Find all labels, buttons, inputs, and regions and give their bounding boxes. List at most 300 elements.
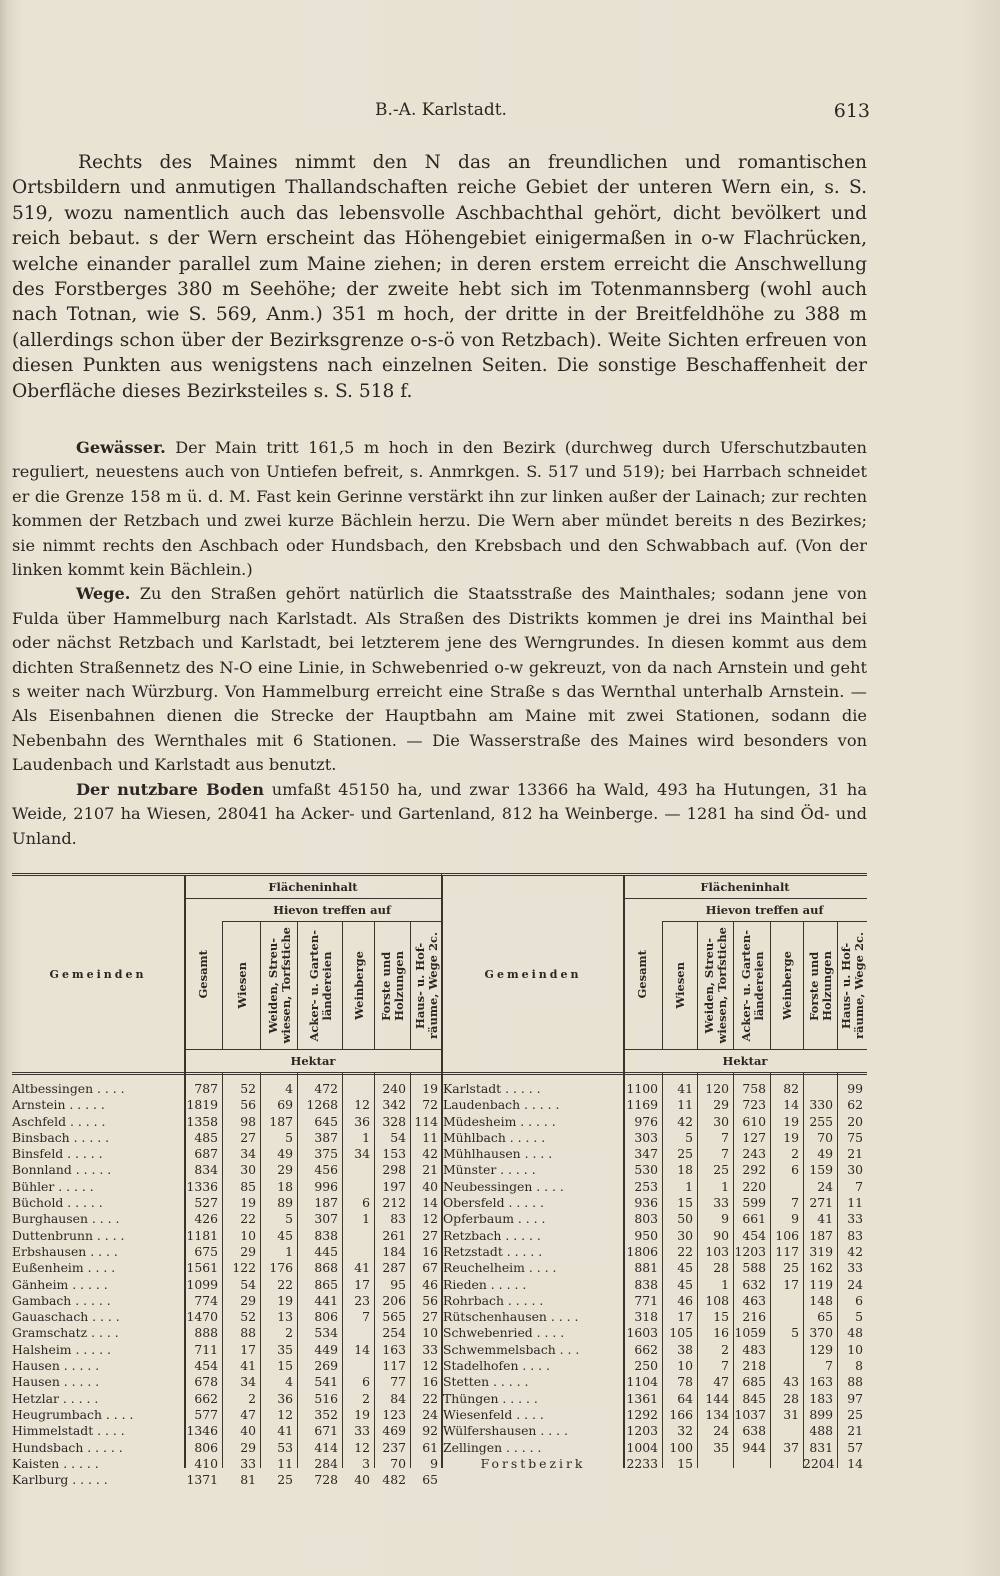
row-value-gesamt: 1361 xyxy=(626,1390,658,1406)
row-value-haus: 114 xyxy=(414,1113,438,1129)
row-value-wiesen: 56 xyxy=(240,1097,256,1113)
row-gemeinde-name: Obersfeld . . . . . xyxy=(443,1195,544,1211)
table-row xyxy=(443,1130,867,1146)
row-gemeinde-name: Gambach . . . . . xyxy=(12,1292,111,1308)
row-gemeinde-name: Aschfeld . . . . . xyxy=(12,1113,106,1129)
row-gemeinde-name: Schwebenried . . . . xyxy=(443,1325,565,1341)
row-value-weiden: 53 xyxy=(277,1439,293,1455)
row-value-haus: 62 xyxy=(847,1097,863,1113)
row-value-weinberge: 2 xyxy=(362,1390,370,1406)
row-value-wiesen: 10 xyxy=(240,1227,256,1243)
row-value-haus: 6 xyxy=(855,1292,863,1308)
row-value-wiesen: 100 xyxy=(669,1439,693,1455)
row-value-forste: 54 xyxy=(390,1129,406,1145)
row-value-acker: 243 xyxy=(742,1146,766,1162)
row-value-haus: 48 xyxy=(847,1325,863,1341)
row-value-weiden: 49 xyxy=(277,1146,293,1162)
row-value-forste: 119 xyxy=(809,1276,833,1292)
row-gemeinde-name: Gauaschach . . . . xyxy=(12,1309,120,1325)
row-value-weiden: 29 xyxy=(277,1162,293,1178)
row-gemeinde-name: Karlstadt . . . . . xyxy=(443,1081,541,1096)
row-value-forste: 287 xyxy=(382,1260,406,1276)
land-table-left xyxy=(12,873,442,1488)
row-value-weinberge: 1 xyxy=(362,1129,370,1145)
row-gemeinde-name: Forstbezirk xyxy=(480,1455,586,1471)
row-value-forste: 2204 xyxy=(803,1455,835,1471)
row-value-gesamt: 834 xyxy=(194,1162,218,1178)
row-value-haus: 83 xyxy=(847,1227,863,1243)
row-value-weiden: 25 xyxy=(713,1162,729,1178)
header-gesamt xyxy=(184,899,222,1049)
table-row xyxy=(443,1374,867,1390)
row-value-haus: 30 xyxy=(847,1162,863,1178)
row-value-haus: 67 xyxy=(422,1260,438,1276)
row-value-gesamt: 662 xyxy=(194,1390,218,1406)
table-rows xyxy=(12,1081,442,1488)
row-value-forste: 159 xyxy=(809,1162,833,1178)
row-gemeinde-name: Arnstein . . . . . xyxy=(12,1097,105,1113)
table-row xyxy=(443,1456,867,1472)
row-value-weiden: 7 xyxy=(721,1358,729,1374)
row-value-acker: 806 xyxy=(314,1309,338,1325)
row-value-wiesen: 88 xyxy=(240,1325,256,1341)
table-row xyxy=(12,1162,442,1178)
row-value-weinberge: 40 xyxy=(354,1472,370,1488)
row-value-weinberge: 33 xyxy=(354,1423,370,1439)
row-value-weinberge: 6 xyxy=(362,1195,370,1211)
row-value-gesamt: 675 xyxy=(194,1243,218,1259)
row-value-weiden: 30 xyxy=(713,1113,729,1129)
header-weiden-label: Weiden, Streu- wiesen, Torfstiche xyxy=(702,927,729,1044)
row-value-forste: 163 xyxy=(809,1374,833,1390)
row-value-acker: 387 xyxy=(314,1129,338,1145)
row-value-forste: 41 xyxy=(817,1211,833,1227)
row-value-gesamt: 774 xyxy=(194,1292,218,1308)
row-value-weinberge: 37 xyxy=(783,1439,799,1455)
row-value-weiden: 35 xyxy=(277,1341,293,1357)
table-row xyxy=(12,1309,442,1325)
row-value-weiden: 33 xyxy=(713,1195,729,1211)
table-row xyxy=(12,1097,442,1113)
row-value-weinberge: 17 xyxy=(783,1276,799,1292)
row-value-weinberge: 34 xyxy=(354,1146,370,1162)
row-value-acker: 588 xyxy=(742,1260,766,1276)
row-value-forste: 70 xyxy=(817,1129,833,1145)
header-weinberge-label: Weinberge xyxy=(780,951,794,1020)
row-value-wiesen: 30 xyxy=(240,1162,256,1178)
row-value-weiden: 41 xyxy=(277,1423,293,1439)
row-value-haus: 9 xyxy=(430,1455,438,1471)
row-value-wiesen: 29 xyxy=(240,1439,256,1455)
table-row xyxy=(12,1211,442,1227)
row-value-haus: 24 xyxy=(422,1406,438,1422)
row-value-acker: 483 xyxy=(742,1341,766,1357)
table-row xyxy=(12,1456,442,1472)
row-value-gesamt: 711 xyxy=(194,1341,218,1357)
row-value-haus: 16 xyxy=(422,1243,438,1259)
row-value-wiesen: 27 xyxy=(240,1129,256,1145)
header-wiesen xyxy=(662,922,698,1049)
row-value-forste: 330 xyxy=(809,1097,833,1113)
row-value-acker: 632 xyxy=(742,1276,766,1292)
row-value-weiden: 7 xyxy=(721,1146,729,1162)
table-row xyxy=(12,1277,442,1293)
row-value-wiesen: 17 xyxy=(677,1309,693,1325)
row-value-wiesen: 15 xyxy=(677,1195,693,1211)
row-gemeinde-name: Eußenheim . . . . xyxy=(12,1260,116,1276)
row-value-weiden: 144 xyxy=(705,1390,729,1406)
row-value-haus: 27 xyxy=(422,1227,438,1243)
header-acker-label: Acker- u. Garten- ländereien xyxy=(306,929,334,1042)
header-wiesen xyxy=(222,922,261,1049)
row-value-forste: 187 xyxy=(809,1227,833,1243)
row-value-wiesen: 11 xyxy=(677,1097,693,1113)
row-value-acker: 638 xyxy=(742,1423,766,1439)
header-haus-label: Haus- u. Hof- räume, Wege 2c. xyxy=(413,931,440,1040)
row-value-wiesen: 15 xyxy=(677,1455,693,1471)
header-gesamt-label: Gesamt xyxy=(195,949,210,999)
row-gemeinde-name: Büchold . . . . . xyxy=(12,1195,103,1211)
row-gemeinde-name: Retzbach . . . . . xyxy=(443,1227,541,1243)
row-value-wiesen: 42 xyxy=(677,1113,693,1129)
table-row xyxy=(12,1130,442,1146)
header-gesamt xyxy=(623,899,662,1049)
row-value-forste: 183 xyxy=(809,1390,833,1406)
row-gemeinde-name: Thüngen . . . . . xyxy=(443,1390,538,1406)
row-value-weiden: 1 xyxy=(721,1178,729,1194)
row-value-weinberge: 43 xyxy=(783,1374,799,1390)
row-value-haus: 10 xyxy=(422,1325,438,1341)
section-key-wege: Wege. xyxy=(76,584,131,604)
section-key-gewaesser: Gewässer. xyxy=(76,438,166,457)
row-value-wiesen: 22 xyxy=(240,1211,256,1227)
row-value-wiesen: 45 xyxy=(677,1276,693,1292)
row-gemeinde-name: Stadelhofen . . . . xyxy=(443,1358,550,1374)
row-value-forste: 65 xyxy=(817,1309,833,1325)
row-value-gesamt: 347 xyxy=(634,1146,658,1162)
row-value-forste: 49 xyxy=(817,1146,833,1162)
row-value-weiden: 1 xyxy=(721,1276,729,1292)
row-value-weiden: 9 xyxy=(721,1211,729,1227)
row-value-weiden: 1 xyxy=(285,1243,293,1259)
row-value-gesamt: 1470 xyxy=(186,1309,218,1325)
row-value-forste: 184 xyxy=(382,1243,406,1259)
row-value-gesamt: 888 xyxy=(194,1325,218,1341)
row-gemeinde-name: Binsbach . . . . . xyxy=(12,1129,110,1145)
row-value-wiesen: 18 xyxy=(677,1162,693,1178)
row-value-haus: 57 xyxy=(847,1439,863,1455)
row-gemeinde-name: Burghausen . . . . xyxy=(12,1211,120,1227)
table-row xyxy=(443,1097,867,1113)
row-value-weiden: 24 xyxy=(713,1423,729,1439)
row-value-weinberge: 7 xyxy=(791,1195,799,1211)
row-value-weiden: 13 xyxy=(277,1309,293,1325)
row-value-forste: 240 xyxy=(382,1081,406,1096)
row-value-wiesen: 41 xyxy=(677,1081,693,1096)
row-gemeinde-name: Wülfershausen . . . . xyxy=(443,1423,568,1439)
row-value-weinberge: 28 xyxy=(783,1390,799,1406)
row-value-gesamt: 1203 xyxy=(626,1423,658,1439)
row-value-forste: 237 xyxy=(382,1439,406,1455)
row-value-weinberge: 117 xyxy=(775,1243,799,1259)
row-gemeinde-name: Wiesenfeld . . . . xyxy=(443,1406,544,1422)
table-row xyxy=(12,1342,442,1358)
row-value-haus: 33 xyxy=(847,1211,863,1227)
row-value-weiden: 2 xyxy=(285,1325,293,1341)
table-row xyxy=(12,1325,442,1341)
row-value-weinberge: 14 xyxy=(354,1341,370,1357)
row-value-forste: 153 xyxy=(382,1146,406,1162)
row-value-wiesen: 34 xyxy=(240,1146,256,1162)
row-value-acker: 456 xyxy=(314,1162,338,1178)
row-value-weiden: 29 xyxy=(713,1097,729,1113)
row-value-haus: 11 xyxy=(847,1195,863,1211)
row-value-forste: 77 xyxy=(390,1374,406,1390)
row-value-wiesen: 32 xyxy=(677,1423,693,1439)
row-value-weiden: 45 xyxy=(277,1227,293,1243)
table-row xyxy=(443,1211,867,1227)
paragraph-gewaesser xyxy=(12,436,867,582)
row-value-gesamt: 410 xyxy=(194,1455,218,1471)
row-value-forste: 162 xyxy=(809,1260,833,1276)
row-value-weinberge: 1 xyxy=(362,1211,370,1227)
row-value-forste: 206 xyxy=(382,1292,406,1308)
table-row xyxy=(443,1179,867,1195)
row-value-acker: 541 xyxy=(314,1374,338,1390)
row-value-acker: 220 xyxy=(742,1178,766,1194)
intro-text xyxy=(12,150,867,404)
row-value-haus: 72 xyxy=(422,1097,438,1113)
row-value-wiesen: 98 xyxy=(240,1113,256,1129)
row-value-forste: 197 xyxy=(382,1178,406,1194)
row-gemeinde-name: Retzstadt . . . . . xyxy=(443,1243,543,1259)
page-number: 613 xyxy=(833,100,870,122)
row-value-wiesen: 47 xyxy=(240,1406,256,1422)
row-value-gesamt: 530 xyxy=(634,1162,658,1178)
header-forste xyxy=(374,922,411,1049)
header-acker-label: Acker- u. Garten- ländereien xyxy=(738,929,766,1042)
row-gemeinde-name: Münster . . . . . xyxy=(443,1162,536,1178)
row-value-haus: 8 xyxy=(855,1358,863,1374)
row-value-weiden: 25 xyxy=(277,1472,293,1488)
row-gemeinde-name: Hausen . . . . . xyxy=(12,1374,100,1390)
table-header xyxy=(12,876,442,1075)
row-value-acker: 463 xyxy=(742,1292,766,1308)
row-value-forste: 148 xyxy=(809,1292,833,1308)
row-value-forste: 261 xyxy=(382,1227,406,1243)
row-value-wiesen: 30 xyxy=(677,1227,693,1243)
row-value-weinberge: 14 xyxy=(783,1097,799,1113)
table-row xyxy=(443,1391,867,1407)
header-gesamt-label: Gesamt xyxy=(635,949,649,999)
row-value-gesamt: 1819 xyxy=(186,1097,218,1113)
row-value-weiden: 7 xyxy=(721,1129,729,1145)
row-value-weinberge: 106 xyxy=(775,1227,799,1243)
row-gemeinde-name: Schwemmelsbach . . . xyxy=(443,1341,580,1357)
row-value-forste: 488 xyxy=(809,1423,833,1439)
row-value-gesamt: 771 xyxy=(634,1292,658,1308)
row-value-acker: 218 xyxy=(742,1358,766,1374)
header-haus xyxy=(837,922,868,1049)
row-gemeinde-name: Stetten . . . . . xyxy=(443,1374,529,1390)
row-value-haus: 14 xyxy=(847,1455,863,1471)
table-header xyxy=(443,876,867,1075)
row-value-acker: 269 xyxy=(314,1358,338,1374)
table-row xyxy=(443,1407,867,1423)
row-value-haus: 97 xyxy=(847,1390,863,1406)
header-weinberge xyxy=(770,922,804,1049)
row-value-weiden: 90 xyxy=(713,1227,729,1243)
row-value-haus: 65 xyxy=(422,1472,438,1488)
table-row xyxy=(12,1244,442,1260)
row-value-forste: 123 xyxy=(382,1406,406,1422)
row-value-haus: 46 xyxy=(422,1276,438,1292)
row-value-weiden: 187 xyxy=(269,1113,293,1129)
row-value-weiden: 15 xyxy=(713,1309,729,1325)
row-value-haus: 12 xyxy=(422,1358,438,1374)
row-value-forste: 319 xyxy=(809,1243,833,1259)
row-value-weinberge: 2 xyxy=(791,1146,799,1162)
row-value-haus: 14 xyxy=(422,1195,438,1211)
row-value-acker: 996 xyxy=(314,1178,338,1194)
table-row xyxy=(12,1195,442,1211)
row-value-gesamt: 2233 xyxy=(626,1455,658,1471)
header-weinberge xyxy=(342,922,375,1049)
row-value-gesamt: 1371 xyxy=(186,1472,218,1488)
row-value-weinberge: 6 xyxy=(791,1162,799,1178)
row-gemeinde-name: Himmelstadt . . . . xyxy=(12,1423,125,1439)
page-header xyxy=(12,98,870,128)
row-value-gesamt: 577 xyxy=(194,1406,218,1422)
row-gemeinde-name: Gänheim . . . . . xyxy=(12,1276,108,1292)
row-value-forste: 163 xyxy=(382,1341,406,1357)
row-value-haus: 5 xyxy=(855,1309,863,1325)
row-value-gesamt: 1099 xyxy=(186,1276,218,1292)
table-row xyxy=(12,1407,442,1423)
row-value-haus: 56 xyxy=(422,1292,438,1308)
row-value-haus: 21 xyxy=(847,1146,863,1162)
table-row xyxy=(443,1440,867,1456)
row-value-forste: 831 xyxy=(809,1439,833,1455)
row-value-forste: 117 xyxy=(382,1358,406,1374)
row-value-gesamt: 253 xyxy=(634,1178,658,1194)
row-value-weiden: 16 xyxy=(713,1325,729,1341)
row-value-acker: 1037 xyxy=(734,1406,766,1422)
row-value-acker: 127 xyxy=(742,1129,766,1145)
row-value-wiesen: 29 xyxy=(240,1292,256,1308)
row-value-acker: 944 xyxy=(742,1439,766,1455)
table-row xyxy=(12,1472,442,1488)
row-value-forste: 482 xyxy=(382,1472,406,1488)
header-weiden xyxy=(697,922,734,1049)
row-gemeinde-name: Rütschenhausen . . . . xyxy=(443,1309,579,1325)
row-value-wiesen: 2 xyxy=(248,1390,256,1406)
row-value-haus: 33 xyxy=(422,1341,438,1357)
row-value-forste: 95 xyxy=(390,1276,406,1292)
row-value-weinberge: 82 xyxy=(783,1081,799,1096)
row-value-weiden: 35 xyxy=(713,1439,729,1455)
table-row xyxy=(443,1195,867,1211)
row-value-haus: 22 xyxy=(422,1390,438,1406)
row-value-wiesen: 25 xyxy=(677,1146,693,1162)
row-value-gesamt: 787 xyxy=(194,1081,218,1096)
row-gemeinde-name: Laudenbach . . . . . xyxy=(443,1097,560,1113)
row-value-forste: 255 xyxy=(809,1113,833,1129)
row-value-gesamt: 687 xyxy=(194,1146,218,1162)
row-value-acker: 728 xyxy=(314,1472,338,1488)
row-value-acker: 661 xyxy=(742,1211,766,1227)
header-forste-label: Forste und Holzungen xyxy=(807,950,834,1021)
row-value-wiesen: 52 xyxy=(240,1081,256,1096)
row-value-haus: 21 xyxy=(847,1423,863,1439)
row-gemeinde-name: Bühler . . . . . xyxy=(12,1178,94,1194)
row-value-gesamt: 527 xyxy=(194,1195,218,1211)
row-value-acker: 445 xyxy=(314,1243,338,1259)
header-acker xyxy=(297,922,343,1049)
table-rows xyxy=(443,1081,867,1472)
row-value-acker: 284 xyxy=(314,1455,338,1471)
row-value-weiden: 11 xyxy=(277,1455,293,1471)
row-value-forste: 342 xyxy=(382,1097,406,1113)
running-title: B.-A. Karlstadt. xyxy=(375,100,507,120)
row-value-acker: 865 xyxy=(314,1276,338,1292)
table-row xyxy=(443,1358,867,1374)
row-value-gesamt: 1169 xyxy=(626,1097,658,1113)
row-value-weiden: 36 xyxy=(277,1390,293,1406)
row-value-weinberge: 23 xyxy=(354,1292,370,1308)
row-value-wiesen: 46 xyxy=(677,1292,693,1308)
row-gemeinde-name: Kaisten . . . . . xyxy=(12,1455,99,1471)
row-value-weinberge: 19 xyxy=(783,1129,799,1145)
table-row xyxy=(443,1260,867,1276)
row-value-weinberge: 19 xyxy=(354,1406,370,1422)
header-gemeinden: Gemeinden xyxy=(12,876,186,1072)
paragraph-wege xyxy=(12,582,867,777)
row-gemeinde-name: Bonnland . . . . . xyxy=(12,1162,112,1178)
row-value-gesamt: 678 xyxy=(194,1374,218,1390)
row-value-weinberge: 36 xyxy=(354,1113,370,1129)
row-value-acker: 845 xyxy=(742,1390,766,1406)
row-value-acker: 375 xyxy=(314,1146,338,1162)
row-value-wiesen: 45 xyxy=(677,1260,693,1276)
row-gemeinde-name: Mühlbach . . . . . xyxy=(443,1129,546,1145)
row-value-haus: 42 xyxy=(847,1243,863,1259)
row-value-forste: 212 xyxy=(382,1195,406,1211)
row-value-acker: 472 xyxy=(314,1081,338,1096)
row-value-forste: 370 xyxy=(809,1325,833,1341)
table-row xyxy=(12,1440,442,1456)
row-value-weinberge: 6 xyxy=(362,1374,370,1390)
header-hievon: Hievon treffen auf xyxy=(222,899,442,922)
row-value-acker: 685 xyxy=(742,1374,766,1390)
table-row xyxy=(443,1114,867,1130)
row-gemeinde-name: Opferbaum . . . . xyxy=(443,1211,546,1227)
row-value-wiesen: 85 xyxy=(240,1178,256,1194)
row-value-wiesen: 81 xyxy=(240,1472,256,1488)
table-row xyxy=(12,1358,442,1374)
row-value-wiesen: 22 xyxy=(677,1243,693,1259)
row-value-weiden: 4 xyxy=(285,1081,293,1096)
row-value-gesamt: 250 xyxy=(634,1358,658,1374)
row-value-acker: 534 xyxy=(314,1325,338,1341)
row-value-weiden: 69 xyxy=(277,1097,293,1113)
header-flaecheninhalt: Flächeninhalt xyxy=(184,876,442,899)
row-value-haus: 27 xyxy=(422,1309,438,1325)
table-row xyxy=(443,1146,867,1162)
row-value-forste: 83 xyxy=(390,1211,406,1227)
row-value-forste: 298 xyxy=(382,1162,406,1178)
row-value-acker: 449 xyxy=(314,1341,338,1357)
